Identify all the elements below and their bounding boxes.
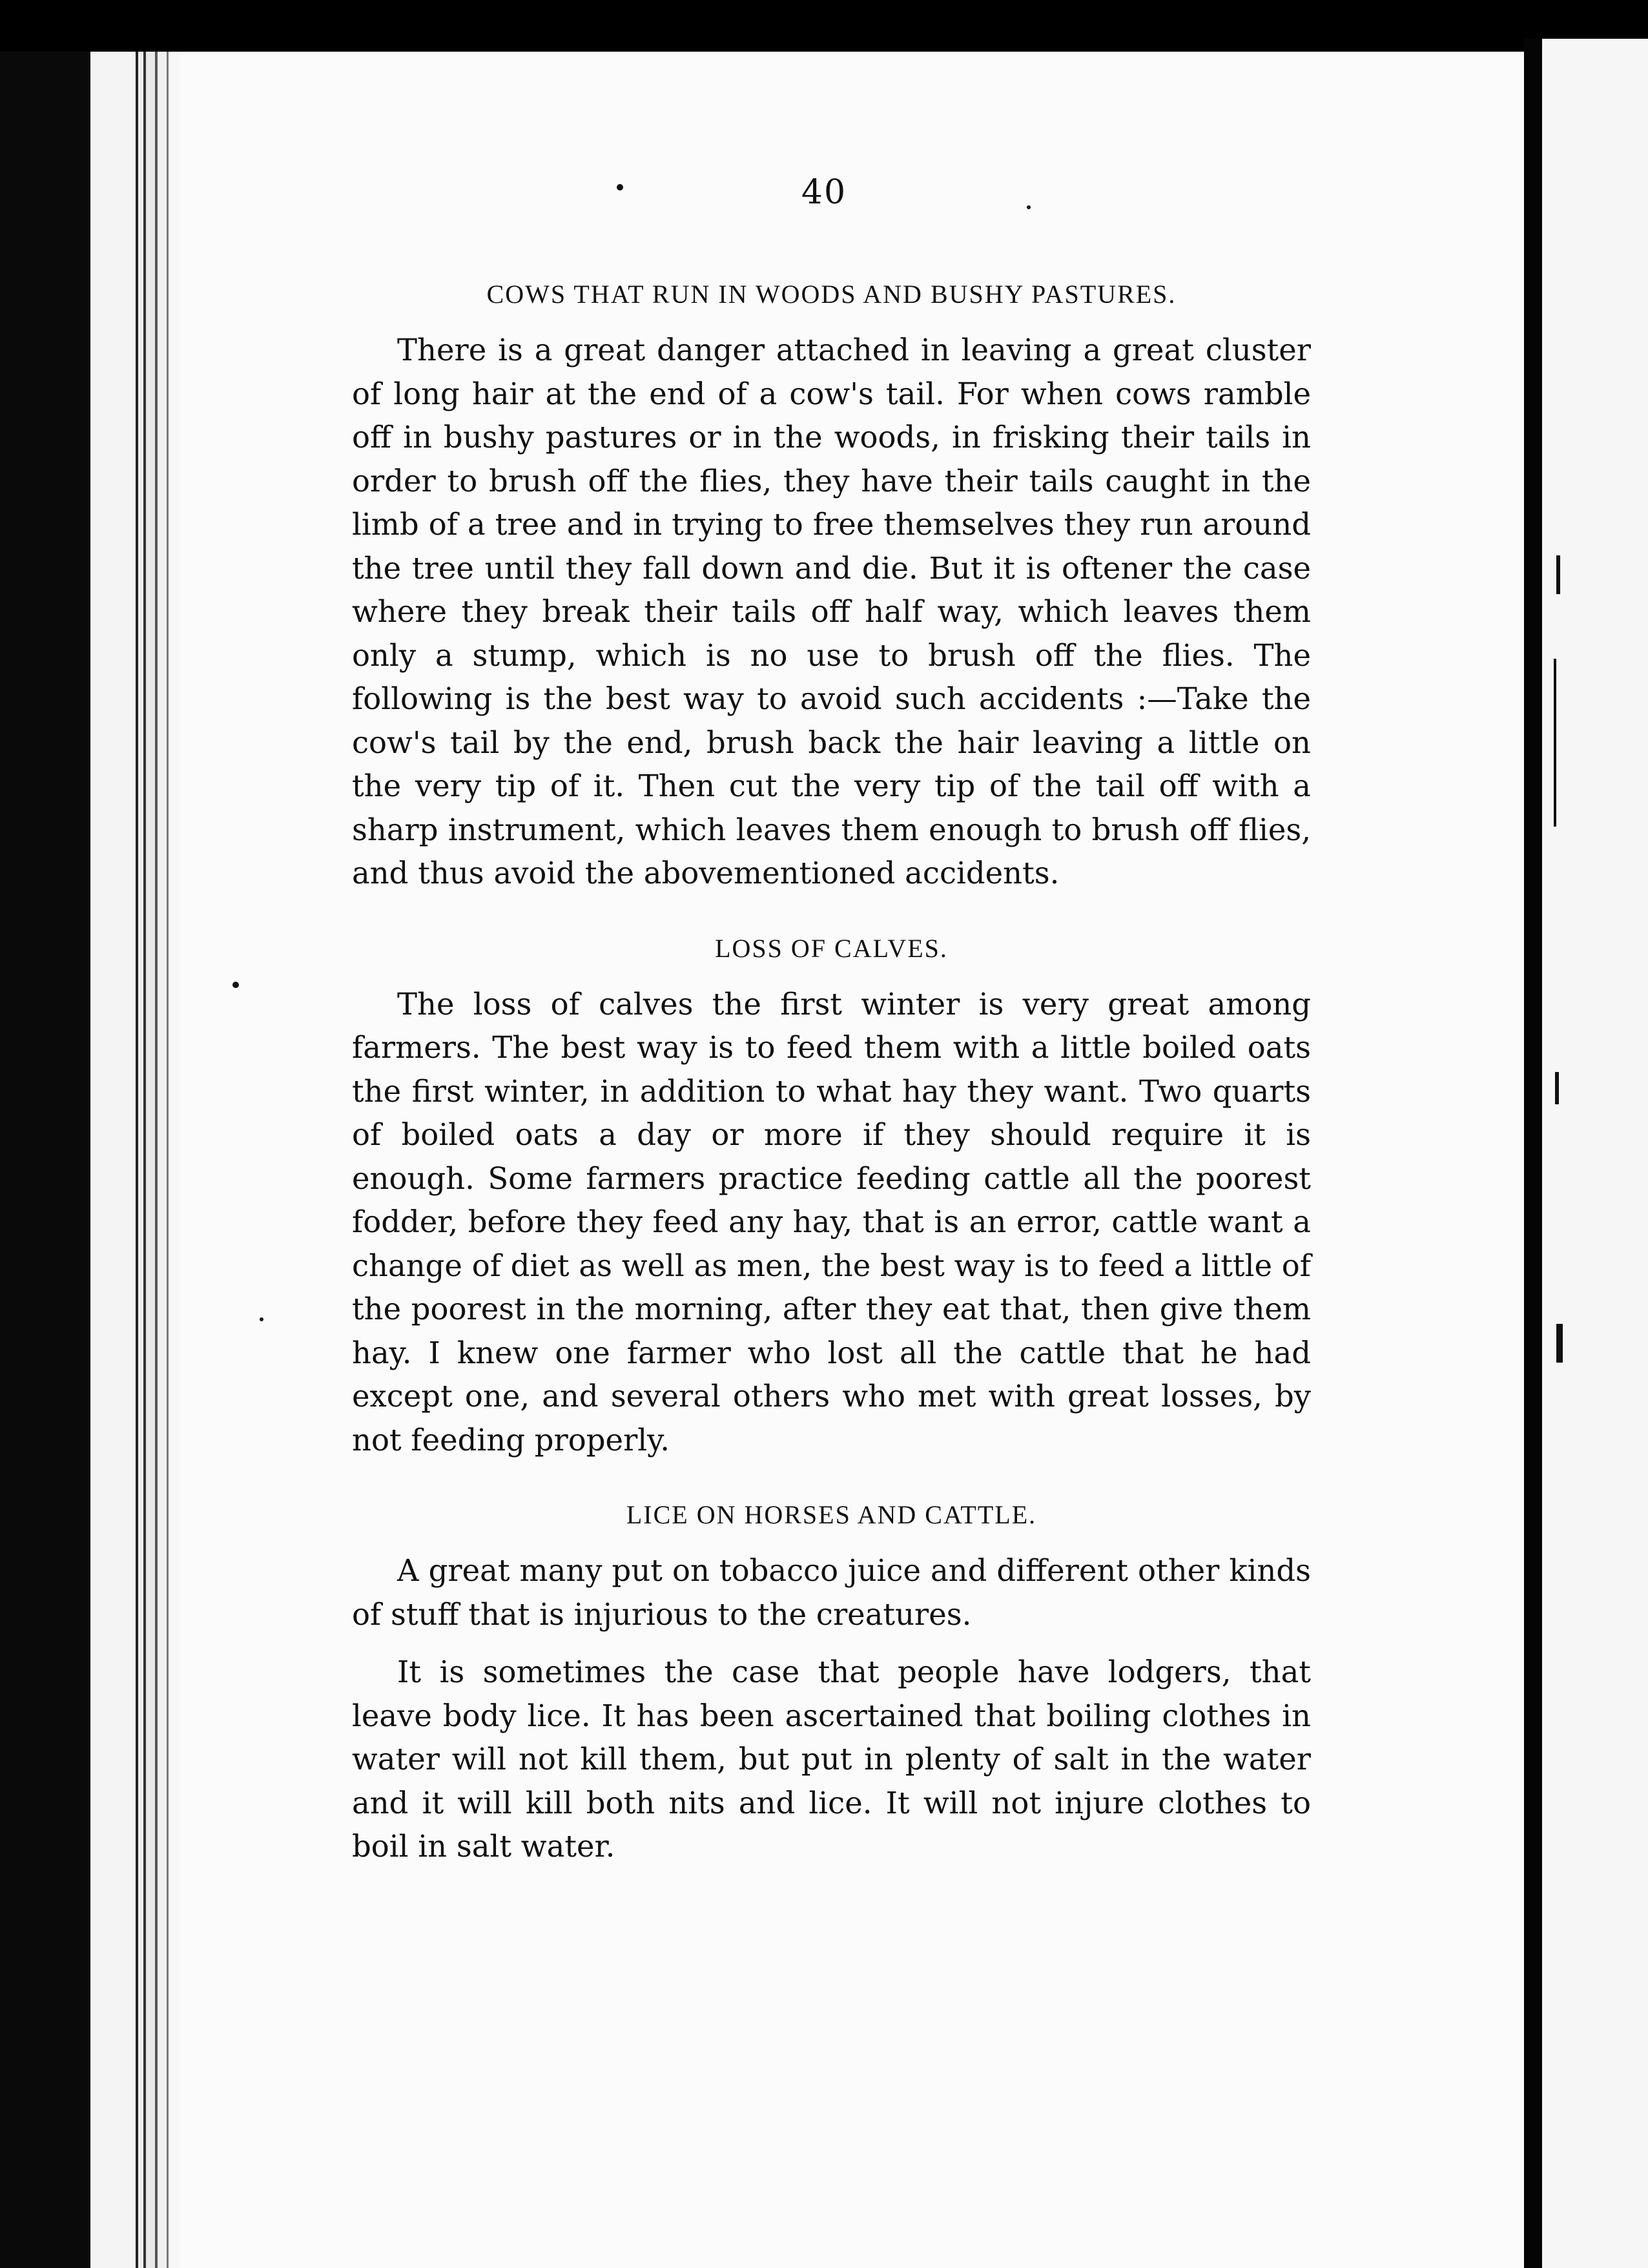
adjacent-page-edge: [1542, 39, 1648, 2268]
paragraph-loss-of-calves: The loss of calves the first winter is very great among farmers. The best way is to feed them with a little boiled oats the first winter, in addition to what hay they want. Two quarts of boiled oats a day or more if they should require it is enough. Some farmers practice feeding cattle all the poorest fodder, before they feed any hay, that is an error, cattle want a change of diet as well as men, the best way is to feed a little of the poorest in the morning, after they eat that, then give them hay. I knew one farmer who lost all the cattle that he had except one, and several others who met with great losses, by not feeding properly.: [352, 986, 1311, 1458]
scan-top-border: [0, 0, 1648, 52]
edge-mark: [1556, 1324, 1563, 1363]
paragraph-lice-1: A great many put on tobacco juice and different other kinds of stuff that is injurious to the creatures.: [352, 1553, 1311, 1632]
book-binding-edge: [90, 52, 181, 2268]
edge-mark: [1555, 1072, 1559, 1104]
text-column: [352, 279, 1311, 1869]
paragraph-lice-2: It is sometimes the case that people have lodgers, that leave body lice. It has been ascertained that boiling clothes in water will not kill them, but put in plenty of salt in the water and it will kill both nits and lice. It will not injure clothes to boil in salt water.: [352, 1655, 1311, 1864]
edge-mark: [1554, 659, 1556, 827]
section-heading-cows-woods: COWS THAT RUN IN WOODS AND BUSHY PASTURES.: [486, 280, 1177, 309]
scan-left-border: [0, 52, 90, 2268]
print-speck: [232, 982, 239, 988]
paragraph-cows-woods: There is a great danger attached in leaving a great cluster of long hair at the end of a cow's tail. For when cows ramble off in bushy pastures or in the woods, in frisking their tails in order to brush off the flies, they have their tails caught in the limb of a tree and in trying to free themselves they run around the tree until they fall down and die. But it is oftener the case where they break their tails off half way, which leaves them only a stump, which is no use to brush off the flies. The following is the best way to avoid such accidents :—Take the cow's tail by the end, brush back the hair leaving a little on the very tip of it. Then cut the very tip of the tail off with a sharp instrument, which leaves them enough to brush off flies, and thus avoid the abovementioned accidents.: [352, 333, 1311, 891]
section-heading-loss-of-calves: LOSS OF CALVES.: [715, 933, 948, 963]
page-gutter: [1524, 39, 1542, 2268]
print-speck: [260, 1317, 263, 1321]
page-number: 40: [801, 173, 847, 212]
edge-mark: [1556, 555, 1560, 594]
section-heading-lice: LICE ON HORSES AND CATTLE.: [626, 1500, 1037, 1529]
